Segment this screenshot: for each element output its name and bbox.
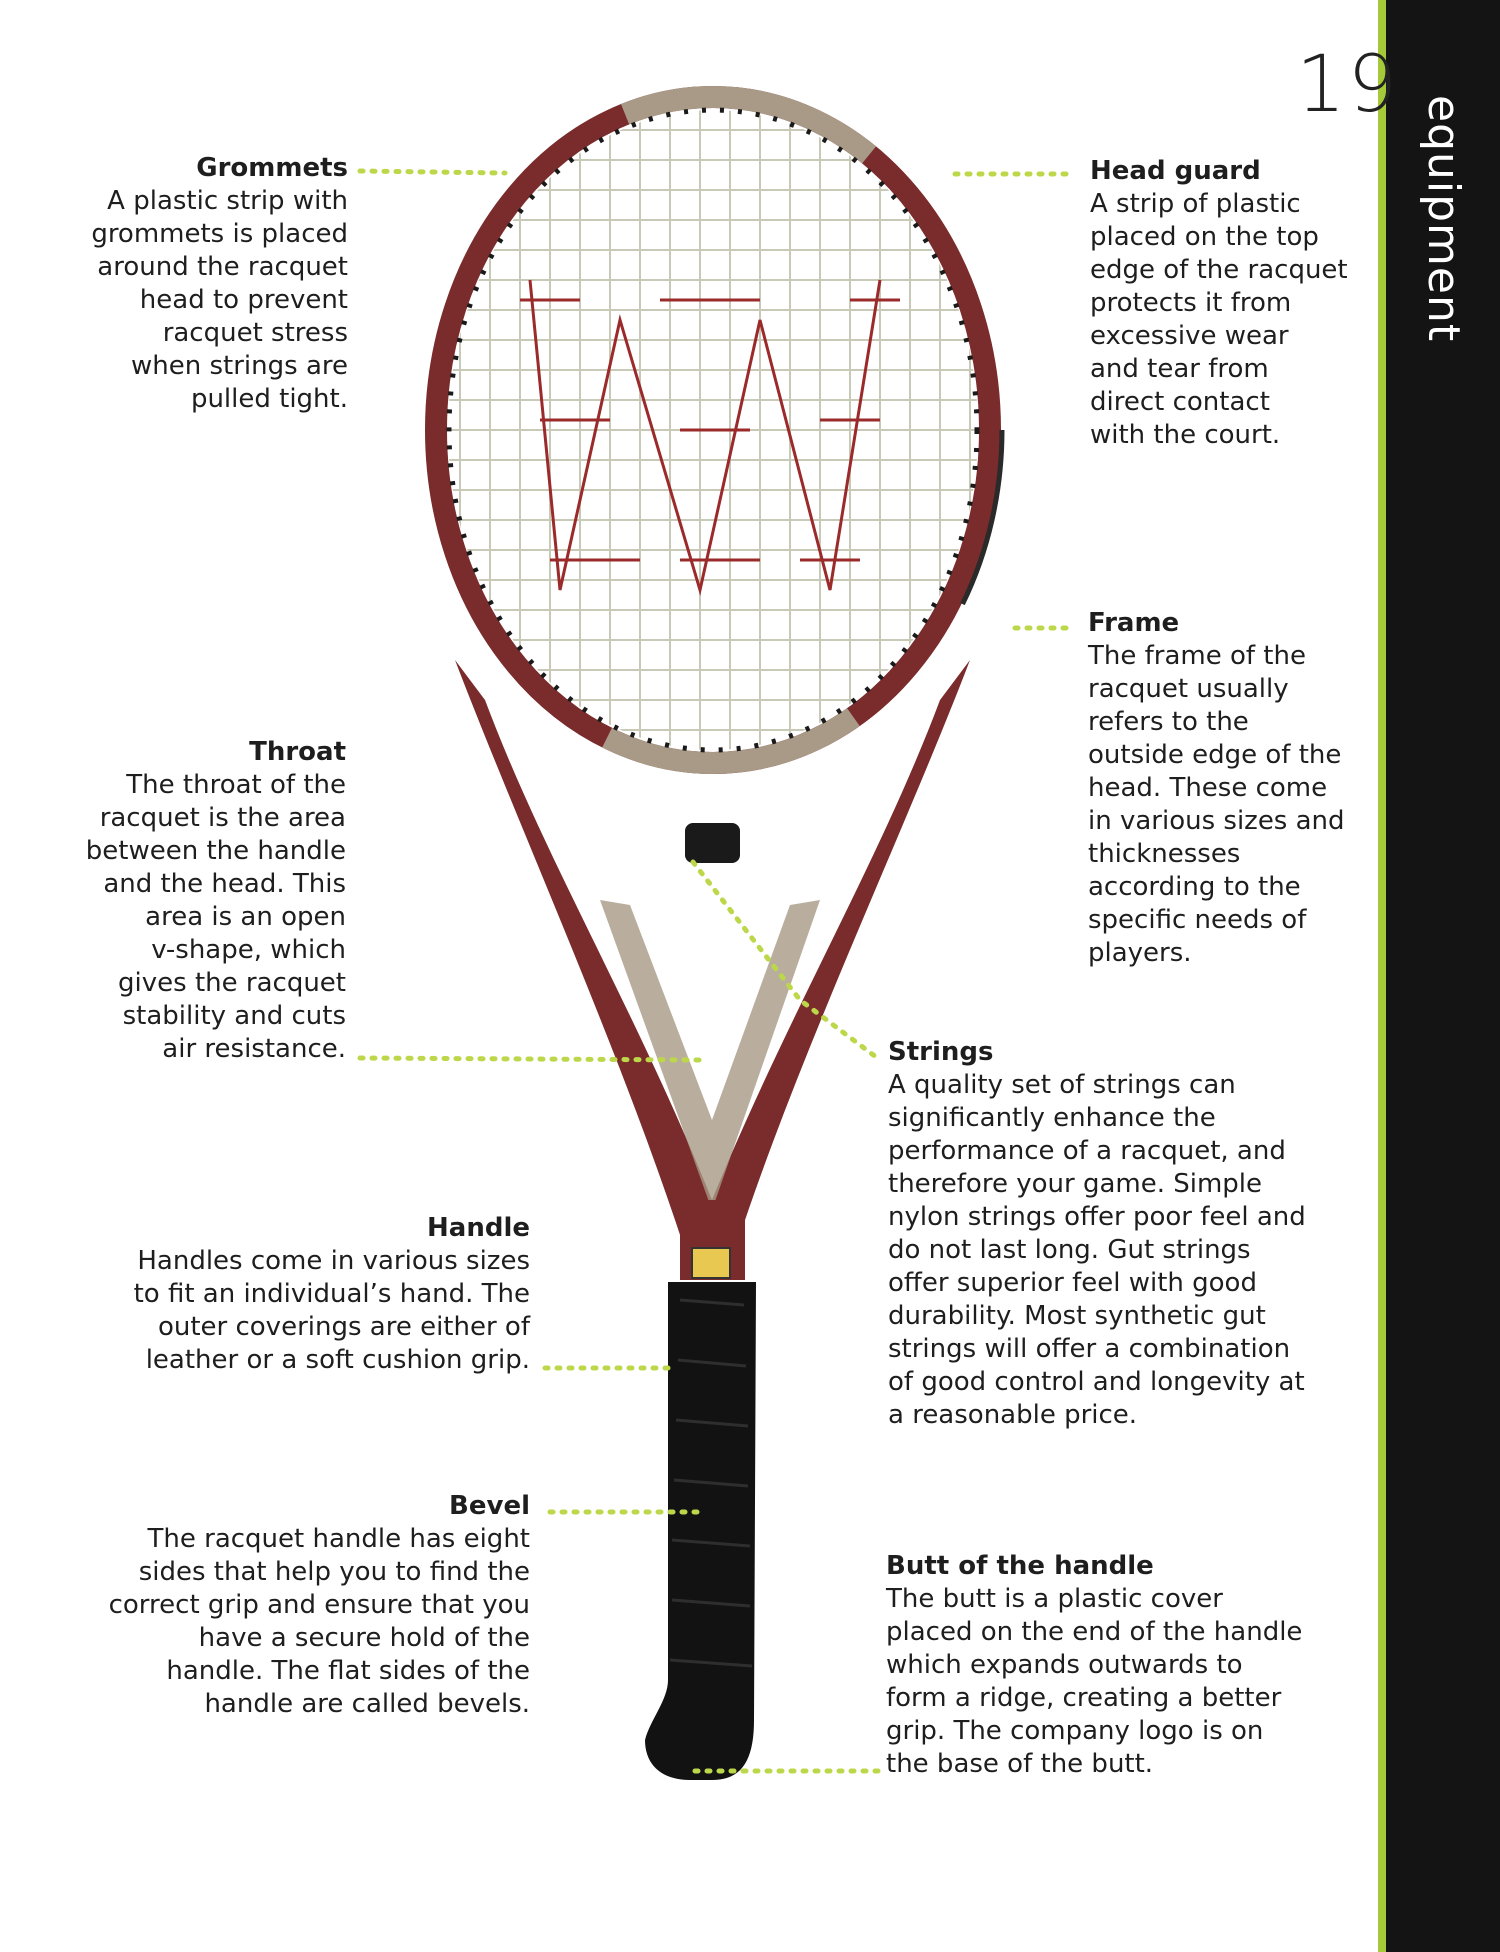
callout-strings [888, 1036, 1328, 1432]
callout-title: Throat [249, 737, 346, 767]
callout-grommets [78, 152, 348, 416]
callout-text: The butt is a plastic cover placed on the end of the handle which expands outwards to form a ridge, creating a better grip. The company logo is on the base of the butt. [886, 1584, 1303, 1779]
callout-bevel [96, 1490, 530, 1721]
callout-text: The throat of the racquet is the area between the handle and the head. This area is an open v-shape, which gives the racquet stability and cuts air resistance. [85, 770, 346, 1064]
callout-text: The racquet handle has eight sides that help you to find the correct grip and ensure that you have a secure hold of the handle. The flat sides of the handle are called bevels. [108, 1524, 530, 1719]
callout-title: Strings [888, 1037, 994, 1067]
shaft-logo-icon [692, 1248, 730, 1278]
page-number: 19 [1296, 40, 1400, 130]
callout-handle [118, 1212, 530, 1377]
callout-text: A strip of plastic placed on the top edge of the racquet protects it from excessive wear and tear from direct contact with the court. [1090, 189, 1348, 450]
section-title: equipment [1418, 95, 1469, 343]
callout-butt [886, 1550, 1326, 1781]
callout-title: Butt of the handle [886, 1551, 1154, 1581]
string-logo-w [520, 280, 900, 590]
callout-head-guard [1090, 155, 1370, 452]
callout-text: The frame of the racquet usually refers to the outside edge of the head. These come in various sizes and thicknesses according to the specific needs of players. [1088, 641, 1345, 968]
callout-frame [1088, 607, 1373, 970]
callout-title: Bevel [449, 1491, 530, 1521]
callout-text: A plastic strip with grommets is placed around the racquet head to prevent racquet stress when strings are pulled tight. [91, 186, 348, 414]
callout-title: Frame [1088, 608, 1180, 638]
callout-title: Grommets [196, 153, 348, 183]
callout-throat [78, 736, 346, 1066]
racquet-handle [645, 1282, 756, 1780]
callout-text: Handles come in various sizes to fit an individual’s hand. The outer coverings are either of leather or a soft cushion grip. [133, 1246, 530, 1375]
callout-title: Head guard [1090, 156, 1261, 186]
callout-text: A quality set of strings can significantly enhance the performance of a racquet, and therefore your game. Simple nylon strings offer poor feel and do not last long. Gut strings offer superior feel with good durability. Most synthetic gut strings will offer a combination of good control and longevity at a reasonable price. [888, 1070, 1306, 1430]
callout-title: Handle [427, 1213, 530, 1243]
